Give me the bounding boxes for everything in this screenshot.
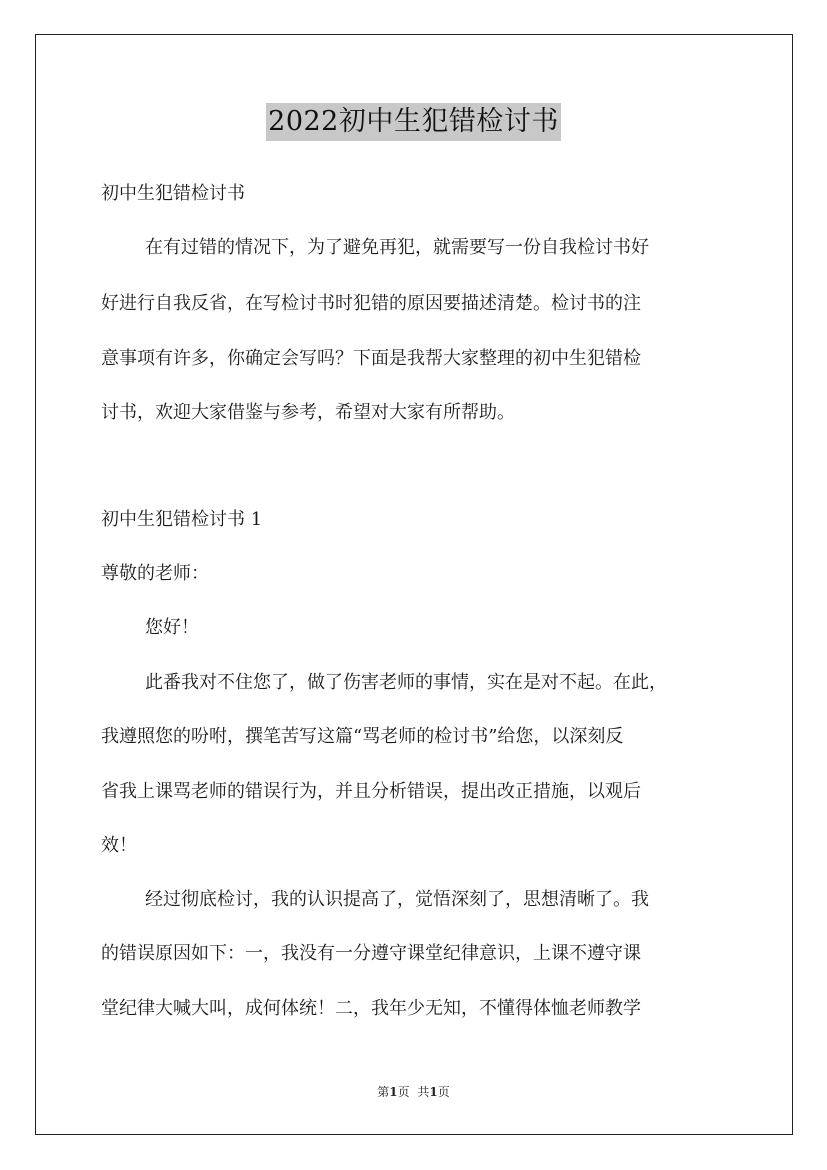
intro-line: 在有过错的情况下，为了避免再犯，就需要写一份自我检讨书好 [145,237,649,258]
intro-line: 好进行自我反省，在写检讨书时犯错的原因要描述清楚。检讨书的注 [101,293,641,314]
paragraph-line: 省我上课骂老师的错误行为，并且分析错误，提出改正措施，以观后 [101,781,641,802]
paragraph-line: 我遵照您的吩咐，撰笔苦写这篇“骂老师的检讨书”给您，以深刻反 [101,726,624,747]
document-title: 2022初中生犯错检讨书 [266,103,561,141]
total-prefix: 共 [417,1085,430,1099]
page-suffix: 页 [397,1085,410,1099]
total-number: 1 [429,1085,438,1099]
title-wrap [0,103,827,141]
page-footer [0,1084,827,1100]
paragraph-line: 此番我对不住您了，做了伤害老师的事情，实在是对不起。在此， [145,672,667,693]
page-prefix: 第 [377,1085,390,1099]
document-subtitle: 初中生犯错检讨书 [101,183,245,204]
section-heading: 初中生犯错检讨书 1 [101,509,263,530]
paragraph-line: 效！ [101,835,137,856]
paragraph-line: 经过彻底检讨，我的认识提高了，觉悟深刻了，思想清晰了。我 [145,889,649,910]
page-number: 1 [389,1085,398,1099]
total-suffix: 页 [437,1085,450,1099]
intro-line: 讨书，欢迎大家借鉴与参考，希望对大家有所帮助。 [101,402,515,423]
salutation: 尊敬的老师： [101,563,209,584]
intro-line: 意事项有许多，你确定会写吗？下面是我帮大家整理的初中生犯错检 [101,348,641,369]
paragraph-line: 的错误原因如下：一，我没有一分遵守课堂纪律意识，上课不遵守课 [101,943,641,964]
paragraph-line: 堂纪律大喊大叫，成何体统！二，我年少无知，不懂得体恤老师教学 [101,998,641,1019]
greeting: 您好！ [145,617,199,638]
